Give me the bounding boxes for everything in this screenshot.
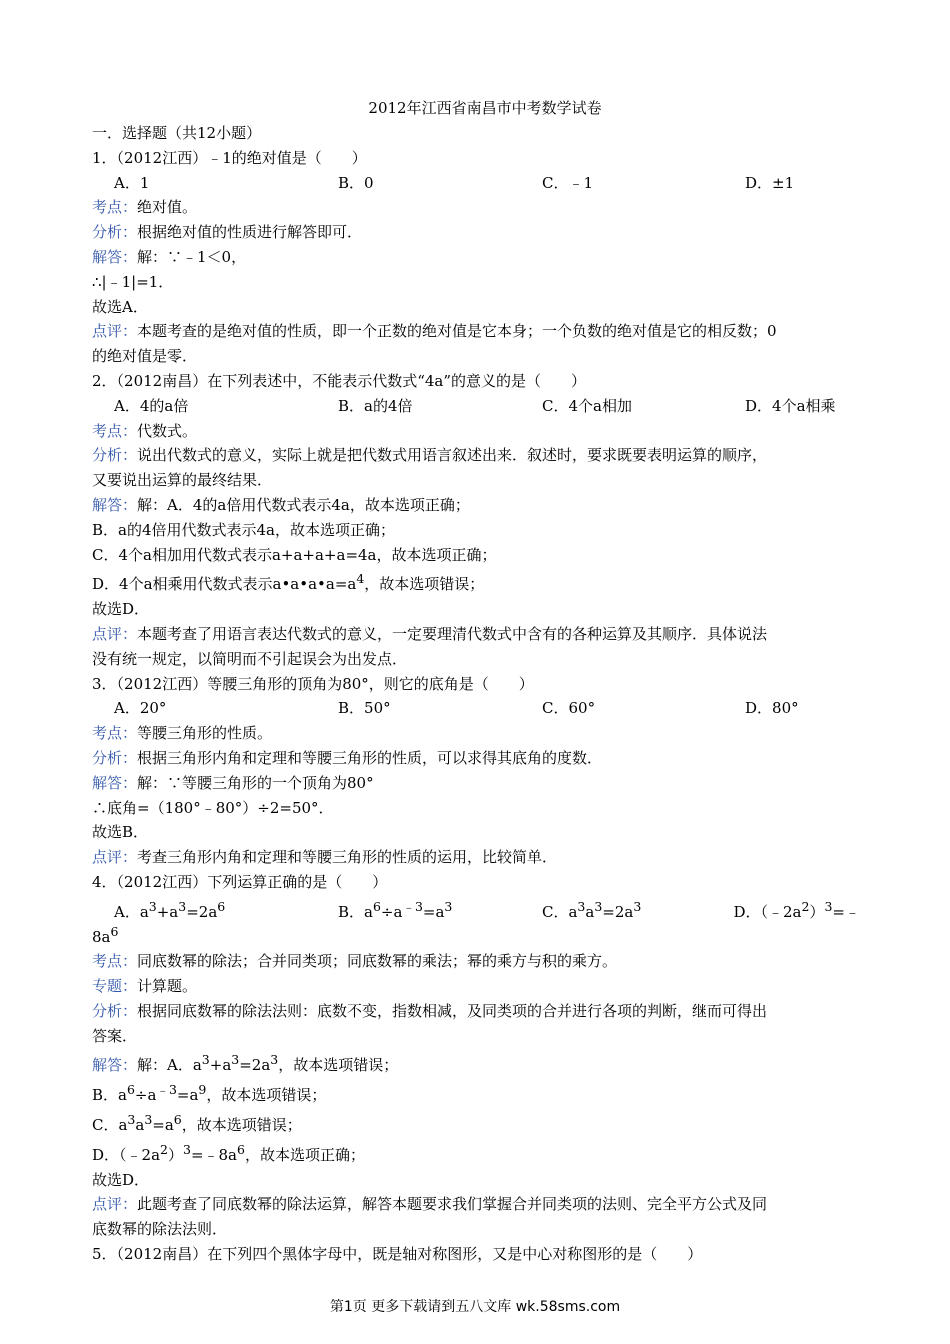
exponent: 3 (594, 898, 603, 914)
dianping-text: 本题考查的是绝对值的性质，即一个正数的绝对值是它本身；一个负数的绝对值是它的相反数；0 (137, 322, 777, 341)
formula-text: 8a (92, 927, 111, 946)
jieda-line (92, 771, 860, 796)
jieda-label: 解答： (92, 773, 138, 792)
formula-text: B．a (92, 1086, 127, 1105)
option-c: C．4个a相加 (542, 396, 632, 415)
formula-text: ） (167, 1145, 183, 1164)
question-stem: 3．（2012江西）等腰三角形的顶角为80°，则它的底角是（ ） (92, 674, 534, 693)
formula-text: ÷a (134, 1086, 157, 1105)
exponent: 3 (577, 898, 586, 914)
fenxi-label: 分析： (92, 223, 138, 242)
formula-text: =2a (186, 902, 218, 921)
solution-line-c: C．4个a相加用代数式表示a+a+a+a=4a，故本选项正确； (92, 545, 497, 564)
dianping-cont: 的绝对值是零． (92, 347, 198, 366)
fenxi-text: 根据绝对值的性质进行解答即可． (137, 223, 363, 242)
formula-text: +a (209, 1056, 232, 1075)
formula-text: =2a (239, 1056, 271, 1075)
exponent: 3 (182, 1141, 191, 1157)
dianping-label: 点评： (92, 848, 138, 867)
exponent: 3 (144, 1112, 153, 1128)
option-a: A．20° (114, 699, 167, 718)
option-d: D．80° (745, 699, 799, 718)
exponent: 3 (148, 898, 157, 914)
jieda-text: 解：A．4的a倍用代数式表示4a，故本选项正确； (137, 495, 470, 514)
zhuanti-text: 计算题。 (137, 977, 198, 996)
exponent: 6 (110, 923, 119, 939)
kaodian-label: 考点： (92, 724, 138, 743)
fenxi-text: 根据三角形内角和定理和等腰三角形的性质，可以求得其底角的度数． (137, 748, 603, 767)
exponent: 3 (231, 1052, 240, 1068)
fenxi-text: 根据同底数幂的除法法则：底数不变，指数相减，及同类项的合并进行各项的判断，继而可得出 (137, 1001, 768, 1020)
exponent: ﹣3 (402, 898, 423, 914)
fenxi-line (92, 443, 860, 468)
exponent: 6 (126, 1082, 135, 1098)
kaodian-text: 代数式。 (137, 421, 198, 440)
exponent: 3 (178, 898, 187, 914)
formula-text: ） (809, 902, 825, 921)
jieda-label: 解答： (92, 247, 138, 266)
solution-line-b (92, 1078, 860, 1108)
kaodian-text: 绝对值。 (137, 198, 198, 217)
question-stem: 5．（2012南昌）在下列四个黑体字母中，既是轴对称图形，又是中心对称图形的是（ ） (92, 1245, 703, 1264)
fenxi-line (92, 220, 860, 245)
option-b (316, 895, 520, 920)
option-a: A．1 (114, 173, 150, 192)
question-4 (92, 870, 860, 1242)
formula-text: C．a (542, 902, 578, 921)
kaodian-text: 等腰三角形的性质。 (137, 724, 273, 743)
options-row (92, 895, 860, 920)
formula-text: C．a (92, 1116, 128, 1135)
solution-line-c (92, 1108, 860, 1138)
kaodian-line (92, 721, 860, 746)
formula-text: D．（﹣2a (733, 902, 802, 921)
exponent: 3 (201, 1052, 210, 1068)
option-d: D．4个a相乘 (745, 396, 836, 415)
option-b: B．0 (338, 173, 374, 192)
exponent: 6 (173, 1112, 182, 1128)
kaodian-line (92, 949, 860, 974)
jieda-line (92, 1048, 860, 1078)
exponent: 6 (372, 898, 381, 914)
kaodian-line (92, 195, 860, 220)
options-row (92, 171, 860, 196)
formula-text: ，故本选项错误； (181, 1116, 302, 1135)
formula-text: ，故本选项错误； (206, 1086, 327, 1105)
dianping-label: 点评： (92, 1195, 138, 1214)
formula-text: ，故本选项错误； (364, 575, 485, 594)
formula-text: D．（﹣2a (92, 1145, 161, 1164)
answer-line: 故选D． (92, 600, 150, 619)
exponent: 4 (356, 571, 365, 587)
jieda-line (92, 493, 860, 518)
dianping-cont: 底数幂的除法法则． (92, 1220, 228, 1239)
exponent: ﹣3 (156, 1082, 177, 1098)
answer-line: 故选D． (92, 1170, 150, 1189)
section-heading: 一．选择题（共12小题） (92, 124, 262, 142)
option-a (92, 895, 316, 920)
answer-line: 故选A． (92, 297, 148, 316)
option-d (723, 895, 860, 920)
kaodian-label: 考点： (92, 421, 138, 440)
question-1 (92, 146, 860, 369)
fenxi-line (92, 999, 860, 1024)
zhuanti-line (92, 974, 860, 999)
dianping-label: 点评： (92, 624, 138, 643)
dianping-text: 考查三角形内角和定理和等腰三角形的性质的运用，比较简单． (137, 848, 558, 867)
fenxi-cont: 答案． (92, 1026, 138, 1045)
exponent: 2 (801, 898, 810, 914)
exam-page (92, 96, 860, 1267)
formula-text: ÷a (380, 902, 403, 921)
formula-text: a (135, 1116, 145, 1135)
dianping-label: 点评： (92, 322, 138, 341)
options-row (92, 696, 860, 721)
option-b: B．a的4倍 (338, 396, 413, 415)
page-title: 2012年江西省南昌市中考数学试卷 (368, 99, 602, 117)
question-stem: 1．（2012江西）﹣1的绝对值是（ ） (92, 148, 367, 167)
formula-text: =a (422, 902, 445, 921)
kaodian-label: 考点： (92, 952, 138, 971)
fenxi-label: 分析： (92, 446, 138, 465)
solution-line: ∴底角=（180°﹣80°）÷2=50°． (92, 798, 334, 817)
formula-text: +a (156, 902, 179, 921)
fenxi-line (92, 746, 860, 771)
jieda-text: 解：∵﹣1＜0， (137, 247, 247, 266)
zhuanti-label: 专题： (92, 977, 138, 996)
page-footer: 第1页 更多下载请到五八文库 wk.58sms.com (329, 1299, 621, 1315)
fenxi-label: 分析： (92, 748, 138, 767)
formula-text: =﹣ (832, 902, 860, 921)
dianping-line (92, 1192, 860, 1217)
option-d-cont (92, 920, 860, 950)
formula-text: 解：A．a (137, 1056, 202, 1075)
formula-text: A．a (114, 902, 149, 921)
formula-text: =a (152, 1116, 174, 1135)
exponent: 3 (824, 898, 833, 914)
dianping-line (92, 319, 860, 344)
dianping-text: 此题考查了同底数幂的除法运算，解答本题要求我们掌握合并同类项的法则、完全平方公式及同 (137, 1195, 768, 1214)
option-b: B．50° (338, 699, 391, 718)
formula-text: =2a (602, 902, 634, 921)
dianping-text: 本题考查了用语言表达代数式的意义，一定要理清代数式中含有的各种运算及其顺序．具体说法 (137, 624, 768, 643)
jieda-text: 解：∵等腰三角形的一个顶角为80° (137, 773, 374, 792)
question-2 (92, 369, 860, 672)
question-stem: 2．（2012南昌）在下列表述中，不能表示代数式“4a”的意义的是（ ） (92, 371, 587, 390)
fenxi-label: 分析： (92, 1001, 138, 1020)
question-stem: 4．（2012江西）下列运算正确的是（ ） (92, 872, 388, 891)
kaodian-line (92, 419, 860, 444)
formula-text: ，故本选项正确； (244, 1145, 365, 1164)
dianping-cont: 没有统一规定，以简明而不引起误会为出发点． (92, 649, 408, 668)
jieda-label: 解答： (92, 1056, 138, 1075)
solution-line: ∴|﹣1|=1． (92, 272, 174, 291)
exponent: 6 (217, 898, 226, 914)
exponent: 3 (127, 1112, 136, 1128)
dianping-line (92, 845, 860, 870)
option-d: D．±1 (745, 173, 795, 192)
exponent: 3 (270, 1052, 279, 1068)
solution-line-d (92, 567, 860, 597)
options-row (92, 394, 860, 419)
exponent: 2 (160, 1141, 168, 1157)
jieda-line (92, 245, 860, 270)
formula-text: a (585, 902, 595, 921)
exponent: 3 (633, 898, 642, 914)
kaodian-label: 考点： (92, 198, 138, 217)
answer-line: 故选B． (92, 823, 149, 842)
formula-text: =a (176, 1086, 199, 1105)
fenxi-cont: 又要说出运算的最终结果． (92, 471, 273, 490)
exponent: 9 (198, 1082, 207, 1098)
option-c: C．60° (542, 699, 596, 718)
dianping-line (92, 622, 860, 647)
solution-line-b: B．a的4倍用代数式表示4a，故本选项正确； (92, 520, 395, 539)
exponent: 6 (237, 1141, 245, 1157)
jieda-label: 解答： (92, 495, 138, 514)
option-c (520, 895, 723, 920)
formula-text: =﹣8a (190, 1145, 237, 1164)
exponent: 3 (444, 898, 453, 914)
formula-text: ，故本选项错误； (278, 1056, 399, 1075)
solution-line-d (92, 1138, 860, 1168)
question-3 (92, 672, 860, 870)
option-c: C．﹣1 (542, 173, 594, 192)
fenxi-text: 说出代数式的意义，实际上就是把代数式用语言叙述出来．叙述时，要求既要表明运算的顺序， (137, 446, 768, 465)
option-a: A．4的a倍 (114, 396, 189, 415)
kaodian-text: 同底数幂的除法；合并同类项；同底数幂的乘法；幂的乘方与积的乘方。 (137, 952, 618, 971)
formula-text: B．a (338, 902, 373, 921)
question-5 (92, 1242, 860, 1267)
formula-text: D．4个a相乘用代数式表示a•a•a•a=a (92, 575, 357, 594)
